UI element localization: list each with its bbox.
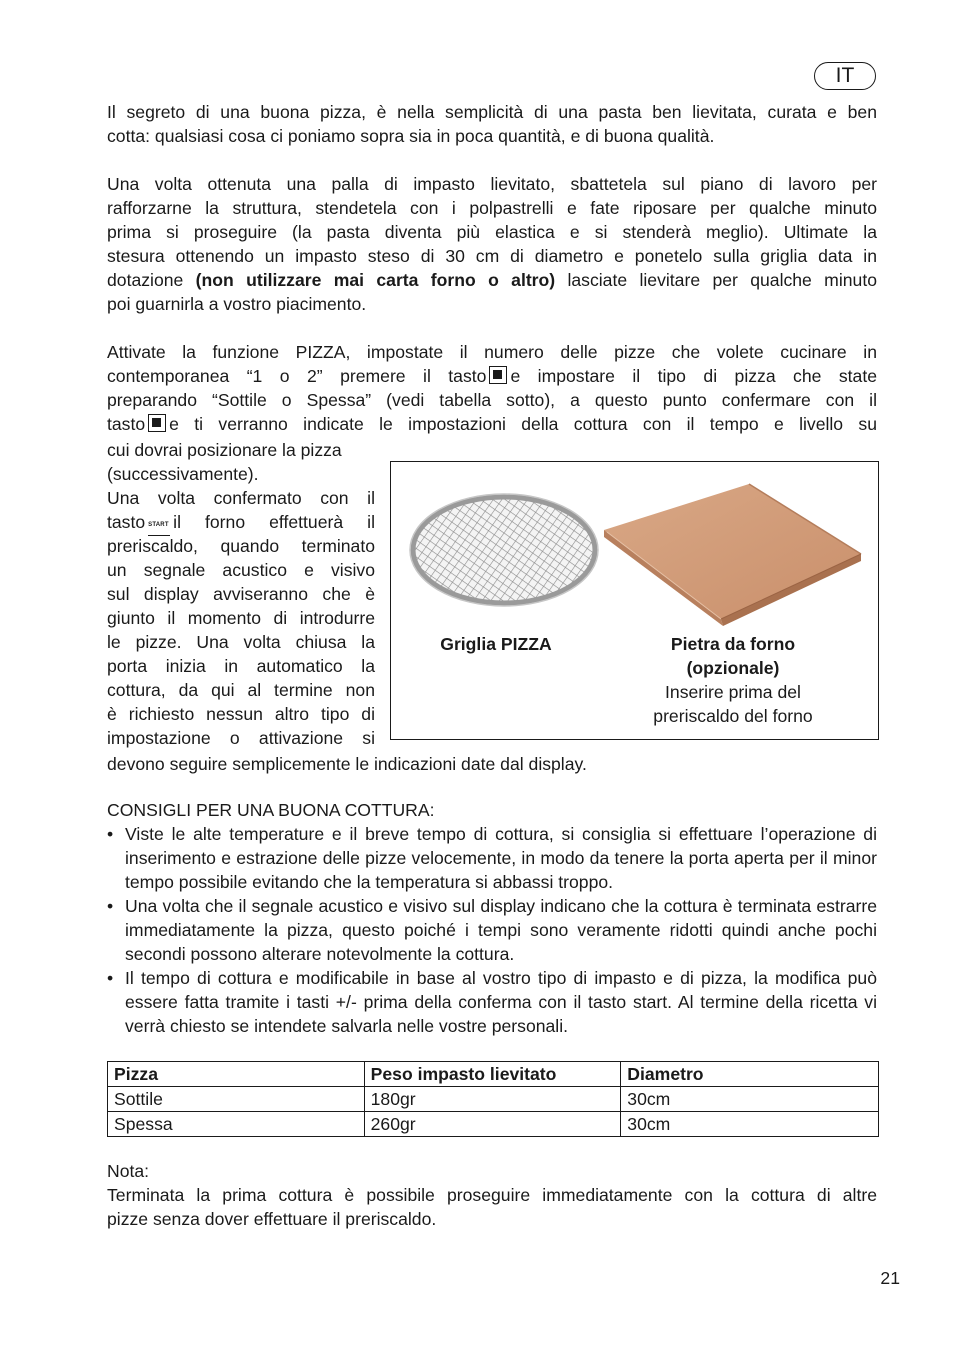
note-line: pizze senza dover effettuare il preriscaldo. [107,1209,437,1229]
tip-item: • Il tempo di cottura e modificabile in base al vostro tipo di impasto e di pizza, la modifica può essere fatta tramite i tasti +/- prima della conferma con il tasto start. Al termine della ricetta vi verrà chiesto se intendete salvarla nelle vostre personali. [107,966,877,1038]
intro-line: Il segreto di una buona pizza, è nella semplicità di una pasta ben lievitata, curata e ben [107,102,877,122]
function-line [107,412,877,436]
function-line-text: tasto [107,414,146,434]
function-line-text: e impostare il tipo di pizza che state [510,366,877,386]
function-line [107,364,877,388]
note-text [107,1183,877,1231]
table-cell: Spessa [108,1112,365,1137]
table-cell: 260gr [364,1112,621,1137]
pizza-function-paragraph [107,340,877,436]
stone-caption [623,632,843,728]
pizza-stone-image [604,484,861,626]
narrow-line: un segnale acustico e visivo [107,560,375,580]
pizza-grid-image [410,494,598,606]
accessories-figure [390,461,879,740]
table-cell: Sottile [108,1087,365,1112]
dough-line: Una volta ottenuta una palla di impasto lievitato, sbattetela sul piano di lavoro per [107,174,877,194]
narrow-line: giunto il momento di introdurre [107,608,375,628]
confirm-key-icon [489,366,507,384]
language-badge: IT [814,62,876,90]
dough-paragraph [107,172,877,316]
table-row [108,1087,879,1112]
confirm-key-icon [148,414,166,432]
dough-line: stesura ottenendo un impasto steso di 30 cm di diametro e ponetelo sulla griglia data in [107,246,877,266]
function-line-text: e ti verranno indicate le impostazioni della cottura con il tempo e livello su [169,414,877,434]
table-header: Diametro [621,1062,879,1087]
note-line: Terminata la prima cottura è possibile proseguire immediatamente con la cottura di altre [107,1185,877,1205]
intro-line: cotta: qualsiasi cosa ci poniamo sopra sia in poca quantità, e di buona qualità. [107,126,715,146]
table-cell: 30cm [621,1087,879,1112]
pizza-table [107,1061,879,1137]
start-key-icon: START [148,521,170,536]
dough-line [107,268,877,292]
table-cell: 180gr [364,1087,621,1112]
table-header-row [108,1062,879,1087]
grid-label: Griglia PIZZA [440,634,552,654]
dough-line: rafforzarne la struttura, stendetela con i polpastrelli e fate riposare per qualche minuto [107,198,877,218]
function-line: Attivate la funzione PIZZA, impostate il numero delle pizze che volete cucinare in [107,342,877,362]
narrow-line-text: il forno effettuerà il [173,512,375,532]
narrow-line: è richiesto nessun altro tipo di [107,704,375,724]
tips-heading: CONSIGLI PER UNA BUONA COTTURA: [107,800,435,820]
intro-paragraph [107,100,877,148]
stone-note: Inserire prima del [665,682,801,702]
after-figure-line: devono seguire semplicemente le indicazioni date dal display. [107,754,587,774]
stone-label-optional: (opzionale) [686,658,780,678]
dough-line-text: dotazione [107,270,196,290]
table-header: Peso impasto lievitato [364,1062,621,1087]
narrow-line [107,510,375,534]
narrow-line: cui dovrai posizionare la pizza [107,440,342,460]
table-cell: 30cm [621,1112,879,1137]
narrow-line: preriscaldo, quando terminato [107,536,375,556]
narrow-line: porta inizia in automatico la [107,656,375,676]
narrow-line: cottura, da qui al termine non [107,680,375,700]
table-header: Pizza [108,1062,365,1087]
function-line: preparando “Sottile o Spessa” (vedi tabella sotto), a questo punto confermare con il [107,390,877,410]
narrow-column-text [107,438,375,750]
stone-label: Pietra da forno [670,634,796,654]
function-line-text: contemporanea “1 o 2” premere il tasto [107,366,487,386]
tips-list [107,822,877,1038]
narrow-line: le pizze. Una volta chiusa la [107,632,375,652]
narrow-line: sul display avviseranno che è [107,584,375,604]
page-number: 21 [880,1268,900,1288]
dough-line: poi guarnirla a vostro piacimento. [107,294,367,314]
tip-item: • Viste le alte temperature e il breve tempo di cottura, si consiglia si effettuare l’operazione di inserimento e estrazione delle pizze velocemente, in modo da tenere la porta aperta per il minor tempo possibile evitando che la temperatura si abbassi troppo. [107,822,877,894]
table-row [108,1112,879,1137]
narrow-line: (successivamente). [107,464,259,484]
stone-note: preriscaldo del forno [653,706,813,726]
narrow-line: impostazione o attivazione si [107,728,375,748]
tip-item: • Una volta che il segnale acustico e visivo sul display indicano che la cottura è terminata estrarre immediatamente la pizza, questo poiché i tempi sono veramente ridotti quindi anche pochi secondi possono alterare notevolmente la cottura. [107,894,877,966]
narrow-line-text: tasto [107,512,146,532]
dough-line: prima si proseguire (la pasta diventa più elastica e si stenderà meglio). Ultimate la [107,222,877,242]
narrow-line: Una volta confermato con il [107,488,375,508]
dough-line-text: lasciate lievitare per qualche minuto [555,270,877,290]
note-label: Nota: [107,1161,150,1181]
dough-warning: (non utilizzare mai carta forno o altro) [195,270,556,290]
